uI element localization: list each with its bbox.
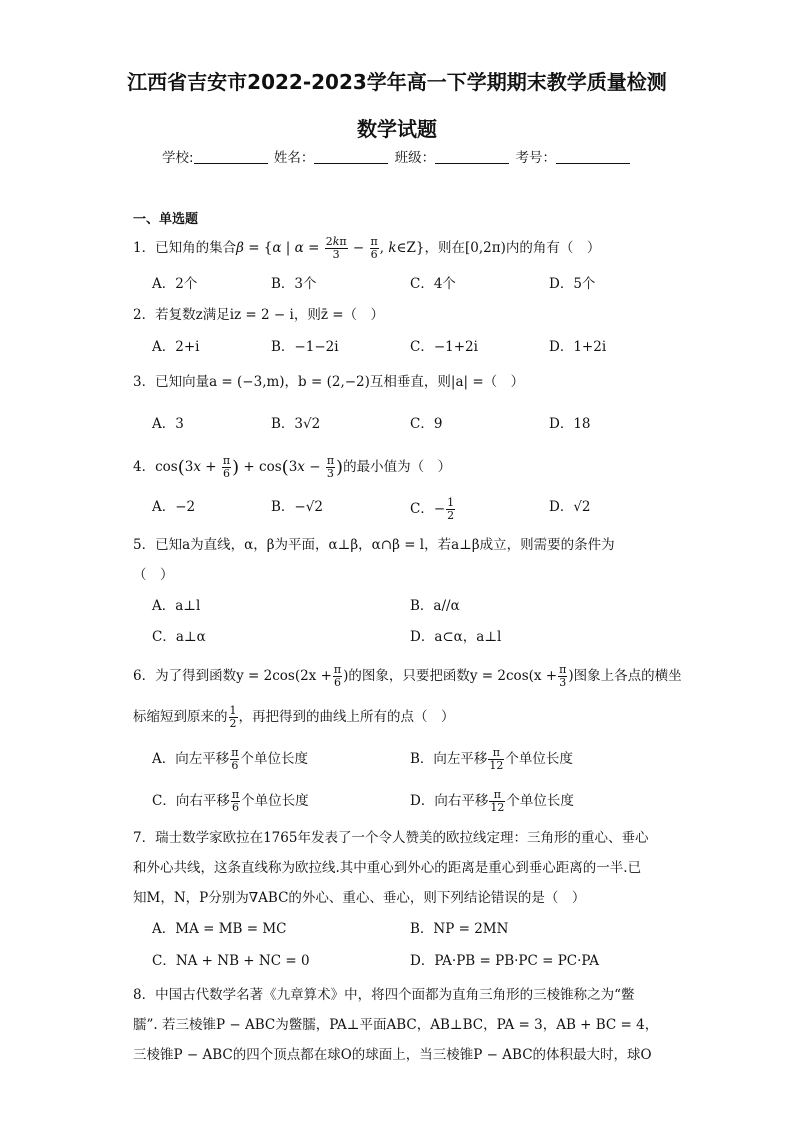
- exam-title: 江西省吉安市2022-2023学年高一下学期期末教学质量检测: [127, 70, 667, 94]
- question-7-line-3: 知M，N，P分别为∇ABC的外心、重心、垂心，则下列结论错误的是（ ）: [133, 890, 586, 906]
- question-5-stem-cont: （ ）: [133, 567, 174, 583]
- q2-option-d[interactable]: D．1+2i: [549, 339, 607, 355]
- question-3-stem: 3．已知向量a = (−3,m)，b = (2,−2)互相垂直，则|a| =（ ）: [133, 374, 525, 390]
- name-label: 姓名：: [273, 150, 315, 166]
- q4-option-a[interactable]: A．−2: [152, 499, 196, 515]
- q1-option-d[interactable]: D．5个: [549, 276, 596, 292]
- name-blank[interactable]: [314, 149, 388, 164]
- q2-option-b[interactable]: B．−1−2i: [271, 339, 339, 355]
- q7-option-b[interactable]: B．NP = 2MN: [410, 921, 509, 937]
- q1-option-c[interactable]: C．4个: [410, 276, 456, 292]
- question-6-stem: 6．为了得到函数y = 2cos(2x + $\frac{\pi}{6}$ )的图象，只要把函数y = 2cos(x + $\frac{\pi}{3}$ )图象上各点的横坐: [133, 663, 682, 689]
- q7-option-c[interactable]: C．NA + NB + NC = 0: [152, 953, 310, 969]
- q6-option-a[interactable]: A．向左平移 $\frac{\pi}{6}$ 个单位长度: [152, 746, 308, 772]
- q7-option-a[interactable]: A．MA = MB = MC: [152, 921, 287, 937]
- exam-subtitle: 数学试题: [357, 117, 437, 141]
- school-label: 学校:: [162, 150, 194, 166]
- question-2-stem: 2．若复数z满足iz = 2 − i，则z̄ =（ ）: [133, 307, 385, 323]
- q4-option-c[interactable]: C．− $\frac{1}{2}$: [410, 496, 455, 522]
- question-6-stem-cont: 标缩短到原来的 $\frac{1}{2}$ ，再把得到的曲线上所有的点（ ）: [133, 704, 455, 730]
- q2-option-c[interactable]: C．−1+2i: [410, 339, 478, 355]
- q5-option-b[interactable]: B．a//α: [410, 598, 460, 614]
- class-blank[interactable]: [435, 149, 509, 164]
- q3-option-b[interactable]: B．3√2: [271, 416, 321, 432]
- q3-option-a[interactable]: A．3: [152, 416, 184, 432]
- question-8-line-1: 8．中国古代数学名著《九章算术》中，将四个面都为直角三角形的三棱锥称之为“鳖: [133, 987, 635, 1003]
- exam-number-label: 考号：: [515, 150, 556, 166]
- question-8-line-3: 三棱锥P − ABC的四个顶点都在球O的球面上，当三棱锥P − ABC的体积最大时，球O: [133, 1047, 652, 1063]
- q2-option-a[interactable]: A．2+i: [152, 339, 200, 355]
- question-8-line-2: 臑”. 若三棱锥P − ABC为鳖臑，PA⊥平面ABC，AB⊥BC，PA = 3，AB + BC = 4，: [133, 1017, 659, 1033]
- class-label: 班级：: [394, 150, 436, 166]
- q5-option-a[interactable]: A．a⊥l: [152, 598, 201, 614]
- question-7-line-2: 和外心共线，这条直线称为欧拉线.其中重心到外心的距离是重心到垂心距离的一半.已: [133, 860, 642, 876]
- q6-option-c[interactable]: C．向右平移 $\frac{\pi}{6}$ 个单位长度: [152, 788, 309, 814]
- question-1-stem: 1．已知角的集合β = {α | α = $\frac{2k\pi}{3}$ − $\frac{\pi}{6}$ , k∈Z}，则在[0,2π)内的角有（ ）: [133, 235, 601, 261]
- q4-option-b[interactable]: B．−√2: [271, 499, 323, 515]
- q5-option-c[interactable]: C．a⊥α: [152, 629, 206, 645]
- section-heading: 一、单选题: [133, 212, 199, 227]
- q3-option-c[interactable]: C．9: [410, 416, 443, 432]
- q4-option-d[interactable]: D．√2: [549, 499, 591, 515]
- exam-number-blank[interactable]: [556, 149, 630, 164]
- q7-option-d[interactable]: D．PA·PB = PB·PC = PC·PA: [410, 953, 600, 969]
- q6-option-d[interactable]: D．向右平移 $\frac{\pi}{12}$ 个单位长度: [410, 788, 574, 814]
- q1-option-b[interactable]: B．3个: [271, 276, 317, 292]
- q6-option-b[interactable]: B．向左平移 $\frac{\pi}{12}$ 个单位长度: [410, 746, 573, 772]
- q1-option-a[interactable]: A．2个: [152, 276, 198, 292]
- q5-option-d[interactable]: D．a⊂α，a⊥l: [410, 629, 502, 645]
- school-blank[interactable]: [194, 149, 268, 164]
- question-7-line-1: 7．瑞士数学家欧拉在1765年发表了一个令人赞美的欧拉线定理：三角形的重心、垂心: [133, 830, 649, 846]
- question-5-stem: 5．已知a为直线，α，β为平面，α⊥β，α∩β = l，若a⊥β成立，则需要的条件为: [133, 537, 615, 553]
- q3-option-d[interactable]: D．18: [549, 416, 591, 432]
- question-4-stem: 4．cos(3x + $\frac{\pi}{6}$ ) + cos(3x − $\frac{\pi}{3}$ )的最小值为（ ）: [133, 454, 452, 480]
- student-info-row: [0, 146, 794, 166]
